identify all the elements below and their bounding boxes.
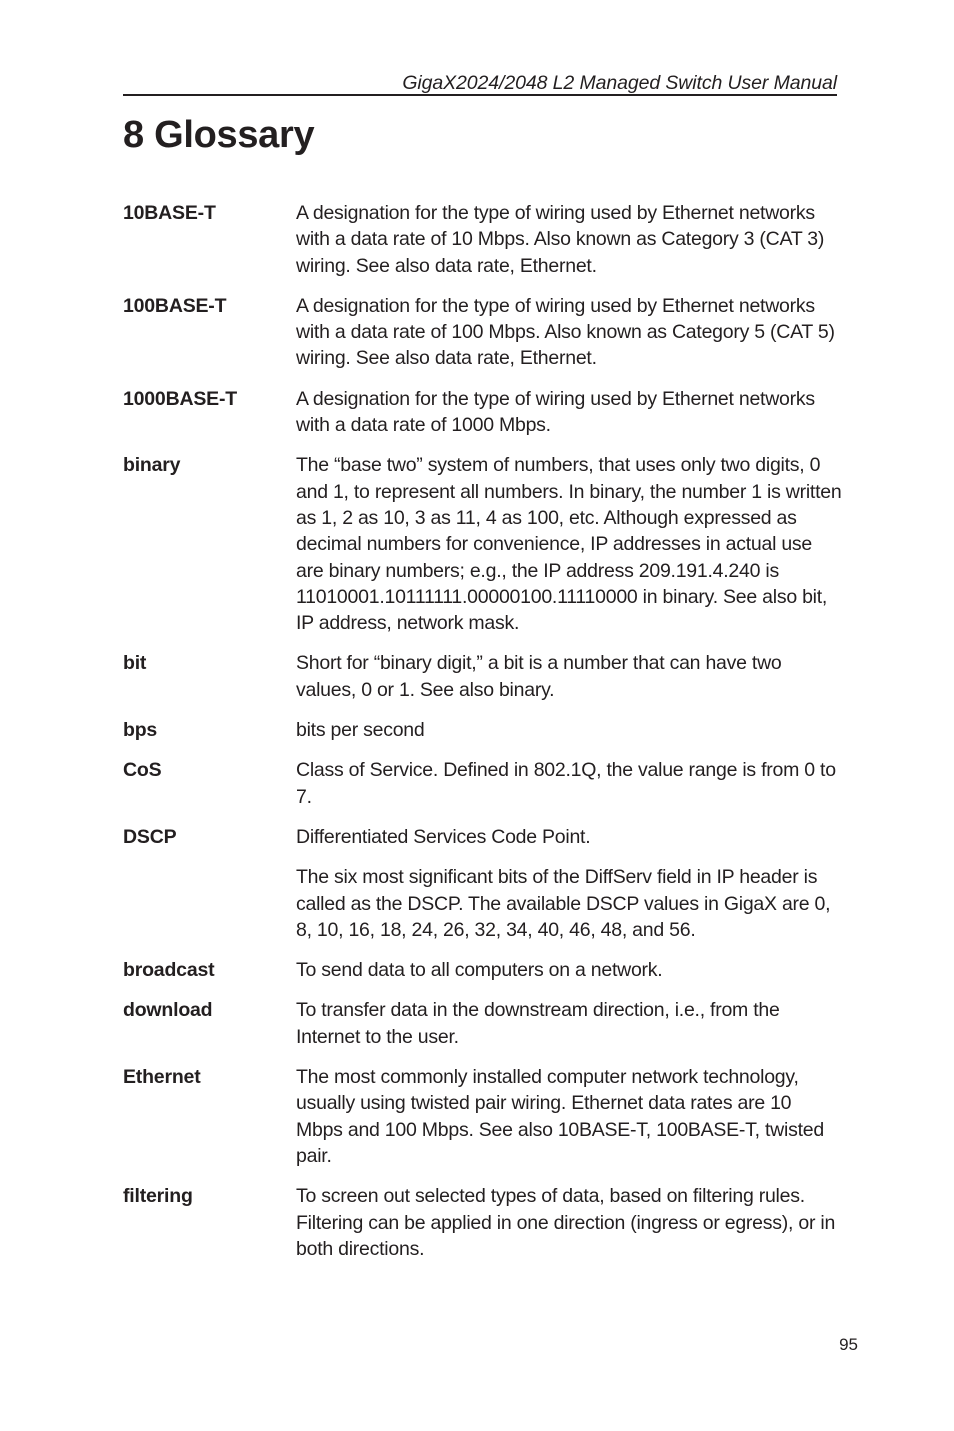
glossary-term: 10BASE-T (123, 202, 216, 224)
glossary-definition: To send data to all computers on a network. (296, 959, 663, 982)
glossary-definitions (296, 957, 843, 983)
glossary-definition: Differentiated Services Code Point. (296, 825, 591, 848)
chapter-title: 8 Glossary (123, 114, 315, 156)
glossary-term: bit (123, 652, 147, 675)
glossary-definition: The six most significant bits of the DiffServ field in IP header is called as the DSCP. The available DSCP values in GigaX are 0, 8, 10, 16, 18, 24, 26, 32, 34, 40, 46, 48, and 56. (296, 866, 831, 941)
glossary-entry (123, 1183, 843, 1262)
glossary-entry (123, 200, 843, 279)
glossary-definition: bits per second (296, 719, 425, 742)
glossary-list (123, 200, 843, 1276)
glossary-term: DSCP (123, 825, 177, 848)
glossary-entry (123, 824, 843, 943)
glossary-definitions (296, 293, 843, 372)
glossary-entry (123, 293, 843, 372)
header-rule (123, 94, 837, 96)
glossary-entry (123, 957, 843, 983)
page-number: 95 (839, 1335, 858, 1354)
glossary-definition: Class of Service. Defined in 802.1Q, the value range is from 0 to 7. (296, 759, 836, 808)
glossary-term: CoS (123, 759, 162, 782)
glossary-definition: To screen out selected types of data, based on filtering rules. Filtering can be applied in one direction (ingress or egress), or in both directions. (296, 1185, 836, 1260)
glossary-definitions (296, 200, 843, 279)
glossary-term: bps (123, 719, 158, 742)
glossary-definitions (296, 1183, 843, 1262)
glossary-definitions (296, 650, 843, 703)
glossary-definition: The “base two” system of numbers, that uses only two digits, 0 and 1, to represent all numbers. In binary, the number 1 is written as 1, 2 as 10, 3 as 11, 4 as 100, etc. Although expressed as decimal numbers for convenience, IP addresses in actual use are binary numbers; e.g., the IP address 209.191.4.240 is 11010001.10111111.00000100.11110000 in binary. See also bit, IP address, network mask. (296, 454, 842, 635)
glossary-definition: A designation for the type of wiring used by Ethernet networks with a data rate of 1000 Mbps. (296, 387, 815, 437)
glossary-definitions (296, 717, 843, 743)
glossary-definition: The most commonly installed computer network technology, usually using twisted pair wiring. Ethernet data rates are 10 Mbps and 100 Mbps. See also 10BASE-T, 100BASE-T, twisted pair. (296, 1066, 824, 1167)
glossary-definitions (296, 997, 843, 1050)
glossary-definition: A designation for the type of wiring used by Ethernet networks with a data rate of 10 Mbps. Also known as Category 3 (CAT 3) wiring. See also data rate, Ethernet. (296, 202, 825, 277)
glossary-entry (123, 1064, 843, 1169)
running-header: GigaX2024/2048 L2 Managed Switch User Manual (402, 72, 837, 94)
glossary-definitions (296, 757, 843, 810)
glossary-definitions (296, 1064, 843, 1169)
glossary-term: download (123, 999, 213, 1022)
glossary-term: 100BASE-T (123, 294, 227, 317)
glossary-entry (123, 386, 843, 439)
glossary-definition: A designation for the type of wiring used by Ethernet networks with a data rate of 100 Mbps. Also known as Category 5 (CAT 5) wiring. See also data rate, Ethernet. (296, 294, 835, 370)
glossary-term: 1000BASE-T (123, 387, 237, 410)
glossary-definition: To transfer data in the downstream direction, i.e., from the Internet to the user. (296, 999, 780, 1048)
glossary-definitions (296, 452, 843, 636)
glossary-term: filtering (123, 1185, 193, 1208)
glossary-definitions (296, 824, 843, 943)
glossary-entry (123, 717, 843, 743)
glossary-term: broadcast (123, 959, 215, 982)
glossary-entry (123, 650, 843, 703)
glossary-term: Ethernet (123, 1066, 201, 1089)
glossary-entry (123, 997, 843, 1050)
glossary-definition: Short for “binary digit,” a bit is a number that can have two values, 0 or 1. See also binary. (296, 652, 782, 701)
glossary-term: binary (123, 454, 181, 477)
glossary-entry (123, 757, 843, 810)
glossary-entry (123, 452, 843, 636)
glossary-definitions (296, 386, 843, 439)
